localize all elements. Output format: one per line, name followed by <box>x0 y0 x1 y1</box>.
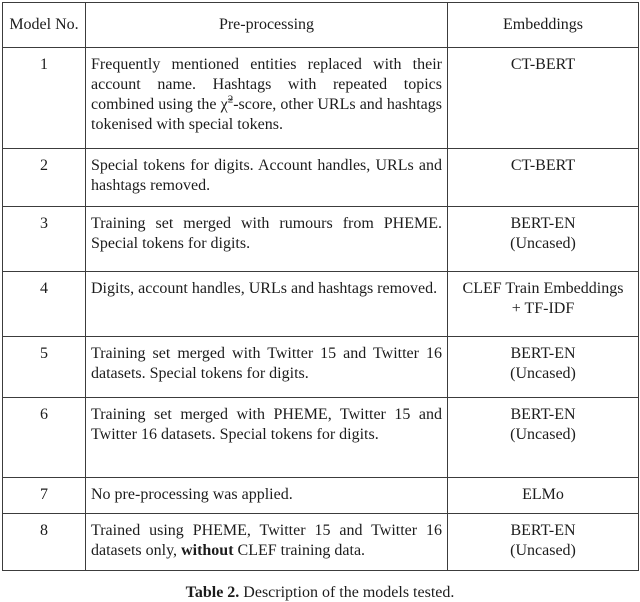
embeddings-cell: CLEF Train Embeddings + TF-IDF <box>448 272 639 337</box>
models-table <box>2 2 639 571</box>
model-no-cell: 8 <box>3 514 86 571</box>
embeddings-cell: BERT-EN (Uncased) <box>448 398 639 478</box>
embeddings-cell: CT-BERT <box>448 48 639 149</box>
embeddings-cell: CT-BERT <box>448 149 639 207</box>
embeddings-cell: BERT-EN (Uncased) <box>448 207 639 272</box>
table-row <box>3 478 639 514</box>
model-no-cell: 2 <box>3 149 86 207</box>
pre-processing-cell: Training set merged with rumours from PHEME. Special tokens for digits. <box>86 207 448 272</box>
pre-processing-cell: No pre-processing was applied. <box>86 478 448 514</box>
embeddings-cell: BERT-EN (Uncased) <box>448 337 639 398</box>
pre-processing-cell: Trained using PHEME, Twitter 15 and Twitter 16 datasets only, without CLEF training data. <box>86 514 448 571</box>
pre-processing-cell: Training set merged with PHEME, Twitter 15 and Twitter 16 datasets. Special tokens for digits. <box>86 398 448 478</box>
caption-label: Table 2. <box>185 584 240 601</box>
pre-processing-cell: Training set merged with Twitter 15 and Twitter 16 datasets. Special tokens for digits. <box>86 337 448 398</box>
table-row <box>3 337 639 398</box>
model-no-cell: 5 <box>3 337 86 398</box>
table-row <box>3 48 639 149</box>
model-no-cell: 7 <box>3 478 86 514</box>
column-header-model-no: Model No. <box>3 3 86 48</box>
table-caption <box>0 584 640 602</box>
caption-text: Description of the models tested. <box>243 584 455 601</box>
pre-processing-cell: Frequently mentioned entities replaced with their account name. Hashtags with repeated topics combined using the χ̃$^2$-score, other URLs and hashtags tokenised with special tokens. <box>86 48 448 149</box>
table-row <box>3 207 639 272</box>
embeddings-cell: ELMo <box>448 478 639 514</box>
table-body <box>3 48 639 571</box>
table-row <box>3 149 639 207</box>
table-header-row <box>3 3 639 48</box>
table-row <box>3 514 639 571</box>
pre-processing-cell: Digits, account handles, URLs and hashtags removed. <box>86 272 448 337</box>
table-row <box>3 272 639 337</box>
embeddings-cell: BERT-EN (Uncased) <box>448 514 639 571</box>
model-no-cell: 3 <box>3 207 86 272</box>
model-no-cell: 6 <box>3 398 86 478</box>
column-header-embeddings: Embeddings <box>448 3 639 48</box>
model-no-cell: 4 <box>3 272 86 337</box>
pre-processing-cell: Special tokens for digits. Account handles, URLs and hashtags removed. <box>86 149 448 207</box>
model-no-cell: 1 <box>3 48 86 149</box>
column-header-pre-processing: Pre-processing <box>86 3 448 48</box>
table-row <box>3 398 639 478</box>
